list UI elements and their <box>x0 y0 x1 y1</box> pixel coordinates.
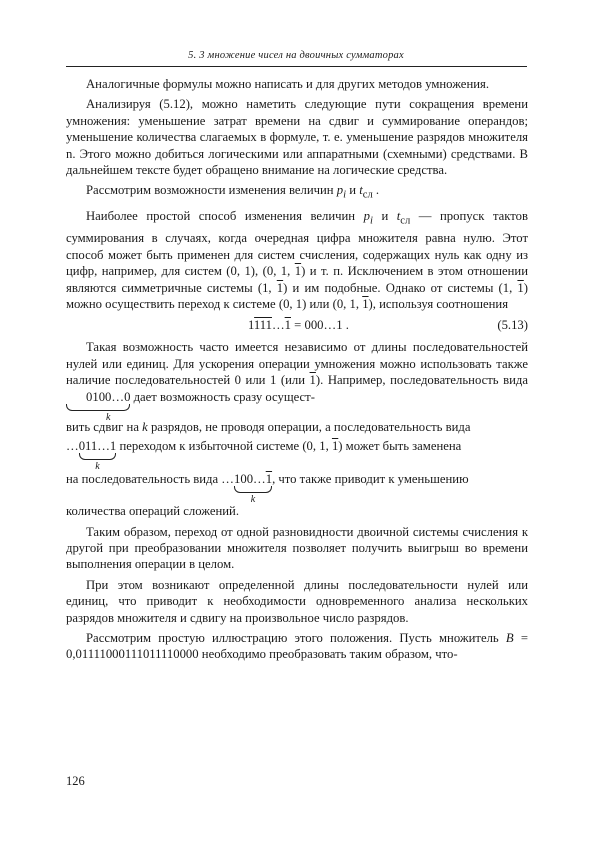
header-rule <box>66 66 527 67</box>
paragraph-7: …011…1 k переходом к избыточной системе (0, 1, 1) может быть заменена <box>66 439 462 473</box>
paragraph-9: количества операций сложений. <box>66 504 239 519</box>
underbrace-1: 0100…0 k <box>66 389 130 405</box>
formula-number: (5.13) <box>497 318 528 333</box>
body-text <box>66 76 528 667</box>
underbrace-3: 100…1 k <box>234 471 273 505</box>
paragraph-8: на последовательность вида …100…1 k , что также приводит к уменьшению <box>66 471 469 505</box>
paragraph-11: При этом возникают определенной длины последовательности нулей или единиц, что приводит к необходимости одновременного анализа нескольких разрядов множителя и сдвигу на произвольное число разрядов. <box>66 577 528 625</box>
running-header: 5. 3 множение чисел на двоичных сумматорах <box>188 50 404 61</box>
var-t: t <box>359 183 363 198</box>
paragraph-4: Наиболее простой способ изменения величин $p_i$ и $t_{сл}$ — пропуск тактов суммирования в случаях, когда очередная цифра множителя равна нулю. Этот способ может быть применен для систем счисления, содержащих нуль как одну из цифр, например, для систем (0, 1), (0, 1, 1) и т. п. Исключением в этом отношении являются симметричные системы (1, 1) и им подобные. Однако от системы (1, 1) можно осуществить переход к системе (0, 1) или (0, 1, 1), используя соотношения <box>66 209 528 311</box>
paragraph-12: Рассмотрим простую иллюстрацию этого положения. Пусть множитель B = 0,01111000111011110000 необходимо преобразовать таким образом, что- <box>66 631 529 662</box>
paragraph-2: Анализируя (5.12), можно наметить следующие пути сокращения времени умножения: уменьшение затрат времени на сдвиг и суммирование операндов; уменьшение количества слагаемых в формуле, т. е. уменьшение разрядов множителя n. Этого можно добиться логическими или аппаратными (схемными) средствами. В дальнейшем тексте будет обращено внимание на логические средства. <box>66 97 528 178</box>
paragraph-5: Такая возможность часто имеется независимо от длины последовательностей нулей или единиц. Для ускорения операции умножения можно использовать также наличие последовательностей 0 или 1 (или 1). Например, последовательность вида 0100…0 k дает возможность сразу осущест- <box>66 340 528 423</box>
paragraph-10: Таким образом, переход от одной разновидности двоичной системы счисления к другой при преобразовании множителя позволяет получить выигрыш во времени выполнения операции в целом. <box>66 524 528 572</box>
formula-expression: 1111…1 = 000…1 . <box>248 318 349 333</box>
formula-5-13 <box>66 316 528 335</box>
underbrace-2: 011…1 k <box>78 439 117 473</box>
var-p: p <box>336 183 344 198</box>
paragraph-6: вить сдвиг на k разрядов, не проводя операции, а последовательность вида <box>66 419 471 434</box>
paragraph-3: Рассмотрим возможности изменения величин $p_i$ и $t_{сл}$ . <box>86 183 380 201</box>
paragraph-1: Аналогичные формулы можно написать и для других методов умножения. <box>86 77 490 91</box>
page-number: 126 <box>66 774 85 788</box>
